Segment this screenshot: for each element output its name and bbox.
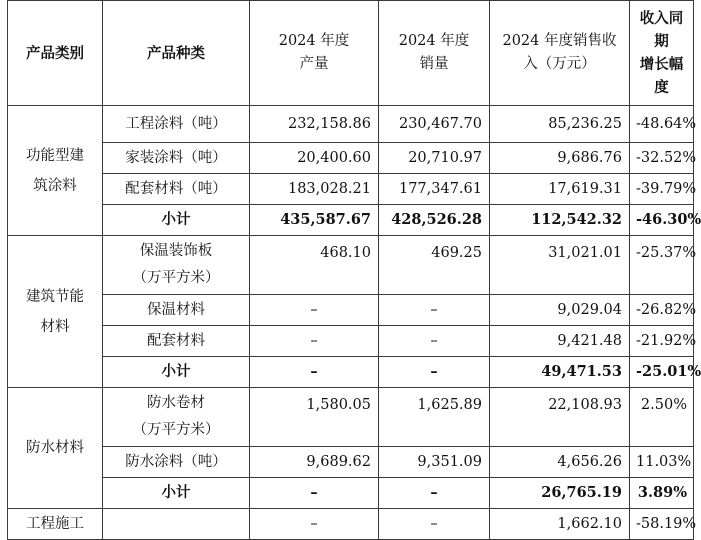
header-kind: 产品种类 bbox=[103, 1, 250, 106]
subtotal-label: 小计 bbox=[103, 357, 250, 388]
growth-cell: 3.89% bbox=[630, 478, 694, 509]
subtotal-label: 小计 bbox=[103, 205, 250, 236]
revenue-cell: 17,619.31 bbox=[490, 174, 630, 205]
growth-cell: -21.92% bbox=[630, 326, 694, 357]
sales-cell: – bbox=[379, 326, 490, 357]
sales-cell: 20,710.97 bbox=[379, 143, 490, 174]
growth-cell: -32.52% bbox=[630, 143, 694, 174]
subtotal-row bbox=[8, 478, 694, 509]
sales-cell: – bbox=[379, 509, 490, 540]
production-cell: 468.10 bbox=[250, 236, 379, 295]
production-cell: 1,580.05 bbox=[250, 388, 379, 447]
table-row bbox=[8, 447, 694, 478]
revenue-cell: 9,029.04 bbox=[490, 295, 630, 326]
table-row bbox=[8, 388, 694, 447]
kind-cell: 配套材料 bbox=[103, 326, 250, 357]
header-category: 产品类别 bbox=[8, 1, 103, 106]
table-row bbox=[8, 295, 694, 326]
revenue-cell: 26,765.19 bbox=[490, 478, 630, 509]
production-cell: 20,400.60 bbox=[250, 143, 379, 174]
kind-cell: 家装涂料（吨） bbox=[103, 143, 250, 174]
production-cell: – bbox=[250, 478, 379, 509]
subtotal-row bbox=[8, 205, 694, 236]
category-cell: 工程施工 bbox=[8, 509, 103, 540]
growth-cell: 11.03% bbox=[630, 447, 694, 478]
revenue-cell: 85,236.25 bbox=[490, 106, 630, 143]
table-row bbox=[8, 326, 694, 357]
production-cell: – bbox=[250, 295, 379, 326]
sales-cell: 469.25 bbox=[379, 236, 490, 295]
growth-cell: -46.30% bbox=[630, 205, 694, 236]
growth-cell: -26.82% bbox=[630, 295, 694, 326]
revenue-cell: 49,471.53 bbox=[490, 357, 630, 388]
table-row bbox=[8, 106, 694, 143]
revenue-cell: 22,108.93 bbox=[490, 388, 630, 447]
production-cell: – bbox=[250, 326, 379, 357]
sales-cell: 9,351.09 bbox=[379, 447, 490, 478]
table-row bbox=[8, 509, 694, 540]
category-cell: 功能型建 筑涂料 bbox=[8, 106, 103, 236]
sales-cell: 177,347.61 bbox=[379, 174, 490, 205]
header-growth: 收入同期 增长幅度 bbox=[630, 1, 694, 106]
production-cell: 9,689.62 bbox=[250, 447, 379, 478]
category-cell: 防水材料 bbox=[8, 388, 103, 509]
revenue-cell: 9,421.48 bbox=[490, 326, 630, 357]
kind-cell: 保温装饰板 （万平方米） bbox=[103, 236, 250, 295]
sales-cell: – bbox=[379, 357, 490, 388]
kind-cell: 配套材料（吨） bbox=[103, 174, 250, 205]
kind-cell: 防水涂料（吨） bbox=[103, 447, 250, 478]
table-container bbox=[7, 0, 701, 532]
revenue-cell: 31,021.01 bbox=[490, 236, 630, 295]
sales-cell: – bbox=[379, 295, 490, 326]
growth-cell: -58.19% bbox=[630, 509, 694, 540]
revenue-cell: 1,662.10 bbox=[490, 509, 630, 540]
header-sales: 2024 年度 销量 bbox=[379, 1, 490, 106]
table-row bbox=[8, 236, 694, 295]
production-cell: – bbox=[250, 357, 379, 388]
header-revenue: 2024 年度销售收 入（万元） bbox=[490, 1, 630, 106]
kind-cell: 保温材料 bbox=[103, 295, 250, 326]
production-cell: 435,587.67 bbox=[250, 205, 379, 236]
header-row bbox=[8, 1, 694, 106]
kind-cell: 工程涂料（吨） bbox=[103, 106, 250, 143]
category-cell: 建筑节能 材料 bbox=[8, 236, 103, 388]
product-sales-table bbox=[7, 0, 701, 540]
production-cell: – bbox=[250, 509, 379, 540]
revenue-cell: 112,542.32 bbox=[490, 205, 630, 236]
growth-cell: 2.50% bbox=[630, 388, 694, 447]
growth-cell: -39.79% bbox=[630, 174, 694, 205]
sales-cell: 428,526.28 bbox=[379, 205, 490, 236]
header-production: 2024 年度 产量 bbox=[250, 1, 379, 106]
revenue-cell: 9,686.76 bbox=[490, 143, 630, 174]
growth-cell: -25.01% bbox=[630, 357, 694, 388]
kind-cell: 防水卷材 （万平方米） bbox=[103, 388, 250, 447]
subtotal-row bbox=[8, 357, 694, 388]
sales-cell: 1,625.89 bbox=[379, 388, 490, 447]
production-cell: 183,028.21 bbox=[250, 174, 379, 205]
sales-cell: 230,467.70 bbox=[379, 106, 490, 143]
table-row bbox=[8, 174, 694, 205]
production-cell: 232,158.86 bbox=[250, 106, 379, 143]
kind-cell bbox=[103, 509, 250, 540]
subtotal-label: 小计 bbox=[103, 478, 250, 509]
table-row bbox=[8, 143, 694, 174]
sales-cell: – bbox=[379, 478, 490, 509]
growth-cell: -25.37% bbox=[630, 236, 694, 295]
revenue-cell: 4,656.26 bbox=[490, 447, 630, 478]
growth-cell: -48.64% bbox=[630, 106, 694, 143]
